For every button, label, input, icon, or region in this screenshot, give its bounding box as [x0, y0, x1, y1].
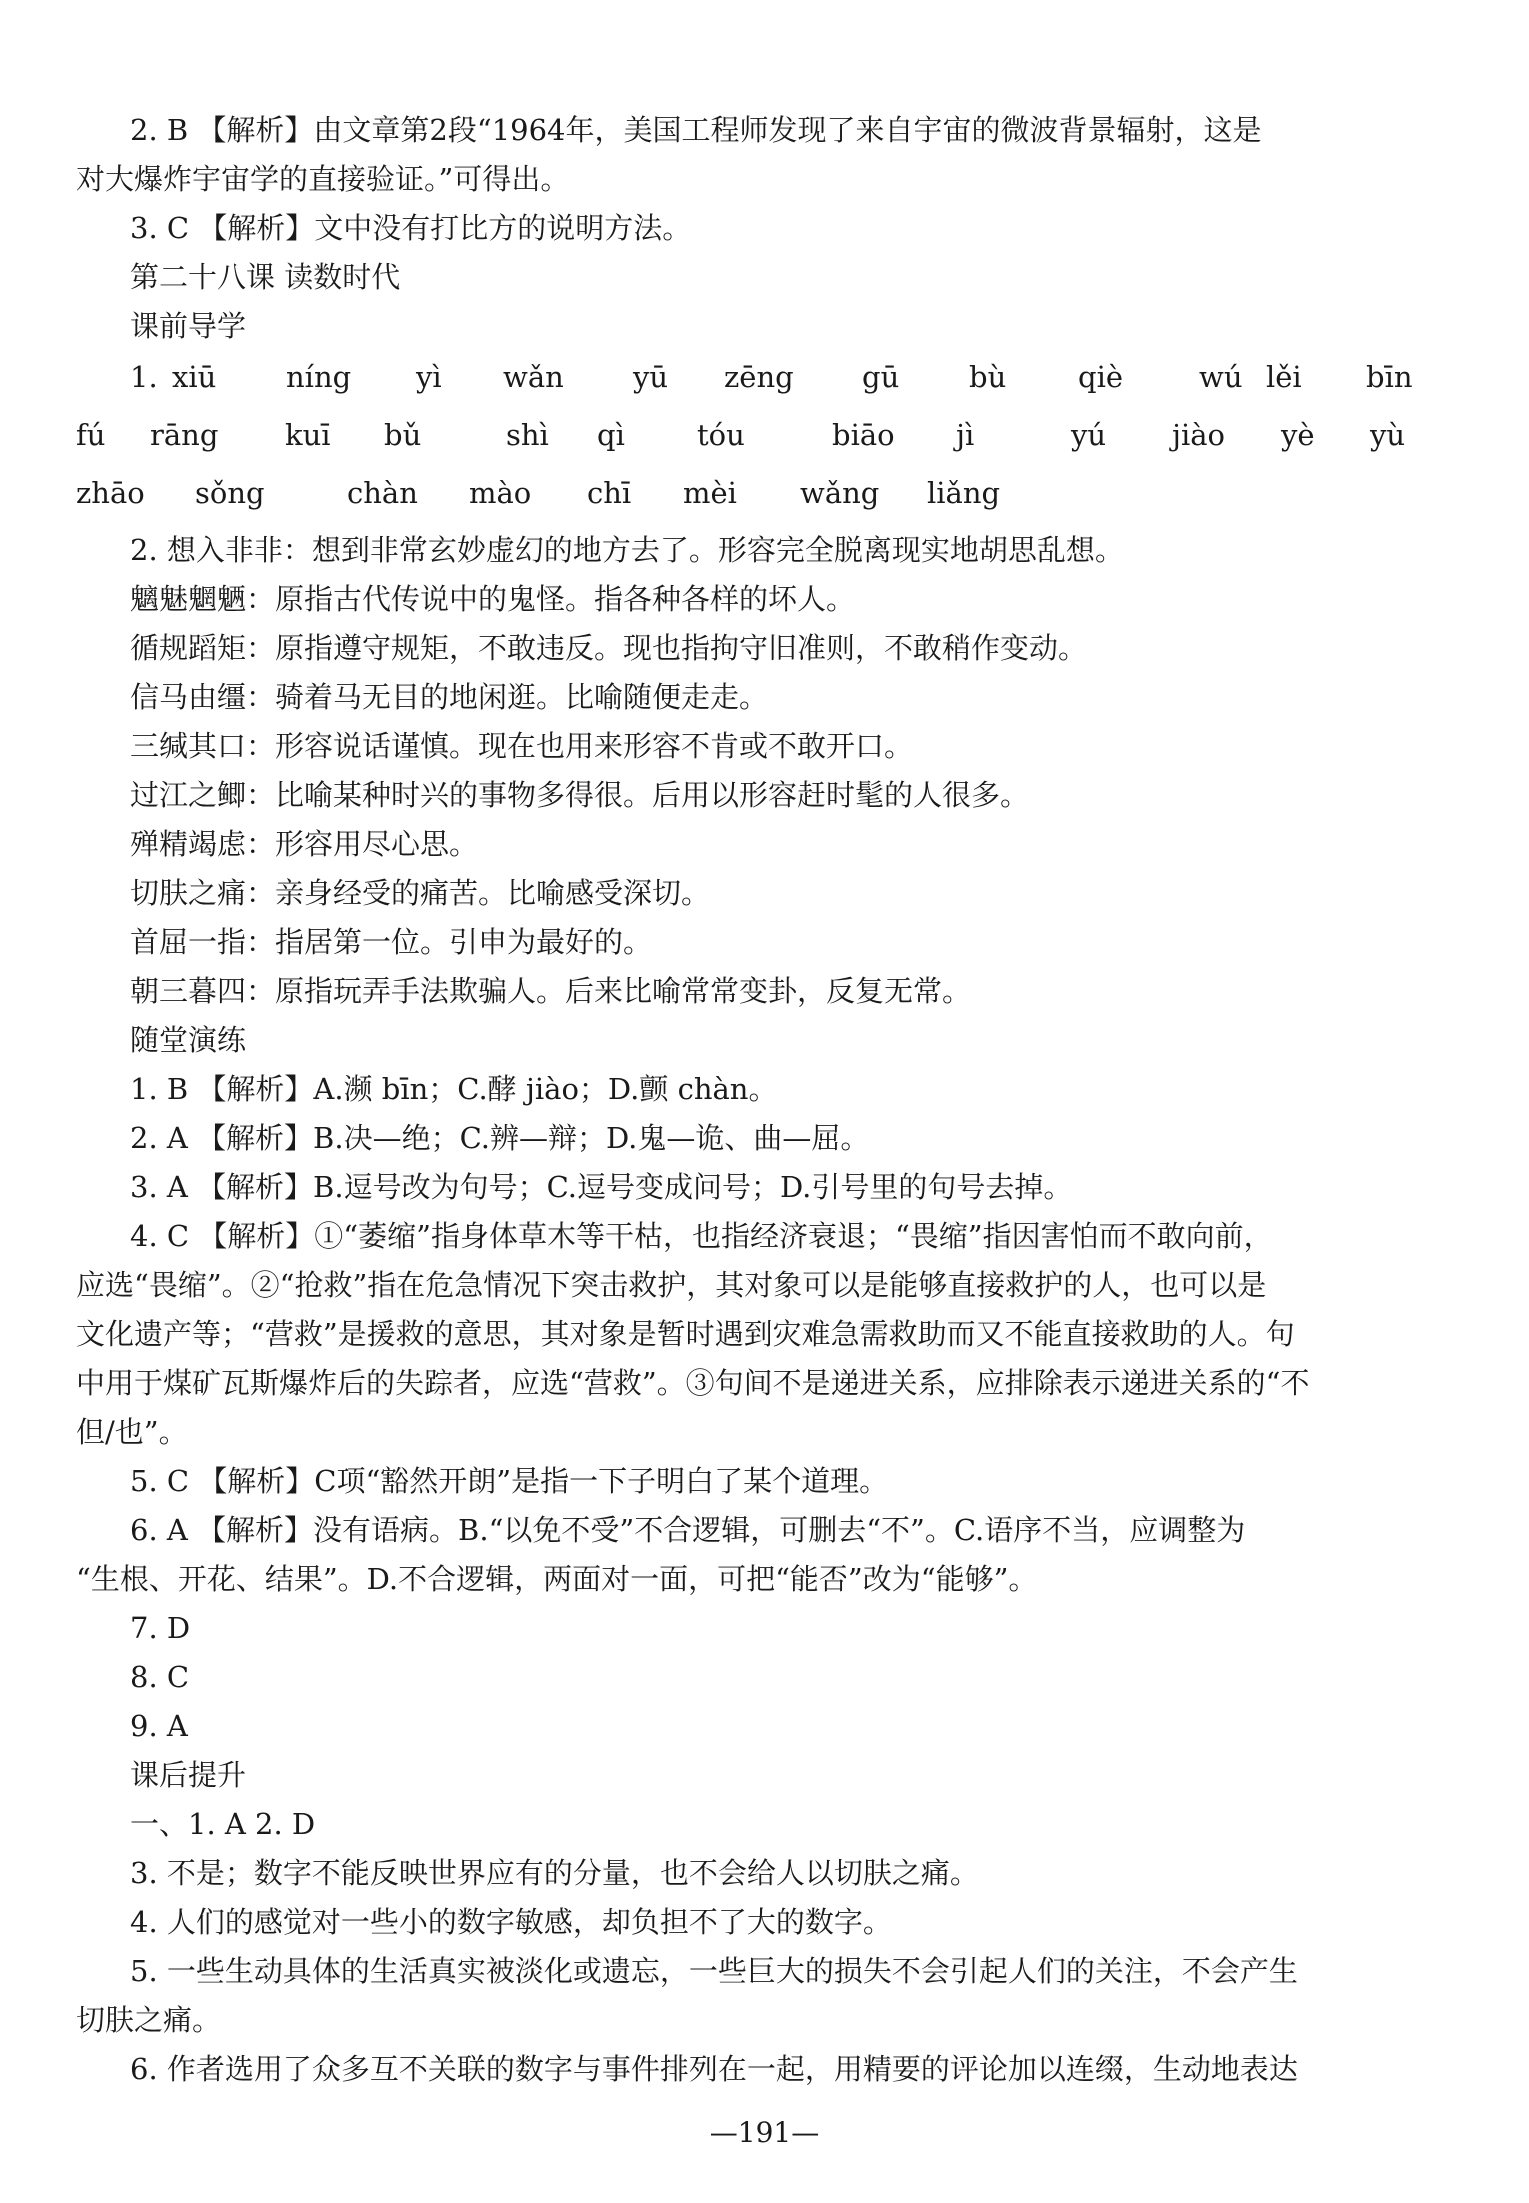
pinyin-item: yè — [1281, 418, 1315, 452]
answer-3: 3. C 【解析】文中没有打比方的说明方法。 — [130, 211, 692, 245]
practice-answer: 4. C 【解析】①“萎缩”指身体草木等干枯，也指经济衰退；“畏缩”指因害怕而不敢向前， — [130, 1219, 1273, 1253]
pinyin-item: lěi — [1266, 360, 1302, 394]
idiom-definition: 过江之鲫：比喻某种时兴的事物多得很。后用以形容赶时髦的人很多。 — [130, 778, 1030, 812]
pinyin-item: chàn — [347, 476, 418, 510]
pinyin-item: gū — [862, 360, 900, 394]
pinyin-item: bǔ — [384, 418, 422, 452]
pinyin-item: yù — [1370, 418, 1406, 452]
page-number: —191— — [709, 2116, 820, 2149]
practice-answer: 6. A 【解析】没有语病。B.“以免不受”不合逻辑，可删去“不”。C.语序不当，应调整为 — [130, 1513, 1246, 1547]
pinyin-item: shì — [506, 418, 549, 452]
idiom-definition: 切肤之痛：亲身经受的痛苦。比喻感受深切。 — [130, 876, 711, 910]
pinyin-item-number: 1. — [130, 360, 158, 394]
pinyin-item: wǎn — [503, 360, 564, 394]
practice-answer: 但/也”。 — [76, 1415, 188, 1449]
after-answer: 5. 一些生动具体的生活真实被淡化或遗忘，一些巨大的损失不会引起人们的关注，不会产生 — [130, 1954, 1298, 1988]
pinyin-item: biāo — [832, 418, 895, 452]
pinyin-item: chī — [587, 476, 632, 510]
pinyin-item: xiū — [172, 360, 217, 394]
pinyin-item: jiào — [1172, 418, 1226, 452]
idiom-definition: 魑魅魍魉：原指古代传说中的鬼怪。指各种各样的坏人。 — [130, 582, 856, 616]
practice-answer: 5. C 【解析】C项“豁然开朗”是指一下子明白了某个道理。 — [130, 1464, 889, 1498]
pinyin-item: yū — [633, 360, 669, 394]
pinyin-item: yú — [1071, 418, 1107, 452]
pinyin-item: jì — [956, 418, 975, 452]
practice-answer: 中用于煤矿瓦斯爆炸后的失踪者，应选“营救”。③句间不是递进关系，应排除表示递进关系的“不 — [76, 1366, 1310, 1400]
idiom-definition: 殚精竭虑：形容用尽心思。 — [130, 827, 479, 861]
section-preview-heading: 课前导学 — [130, 309, 247, 343]
idiom-definition: 信马由缰：骑着马无目的地闲逛。比喻随便走走。 — [130, 680, 769, 714]
practice-answer: 应选“畏缩”。②“抢救”指在危急情况下突击救护，其对象可以是能够直接救护的人，也可以是 — [76, 1268, 1267, 1302]
after-answer: 3. 不是；数字不能反映世界应有的分量，也不会给人以切肤之痛。 — [130, 1856, 979, 1890]
pinyin-item: qì — [597, 418, 625, 452]
pinyin-item: wǎng — [800, 476, 880, 510]
pinyin-item: zēng — [724, 360, 794, 394]
pinyin-item: wú — [1199, 360, 1243, 394]
pinyin-item: qiè — [1078, 360, 1124, 394]
lesson-title: 第二十八课 读数时代 — [130, 260, 401, 294]
section-after-heading: 课后提升 — [130, 1758, 247, 1792]
idiom-definition: 循规蹈矩：原指遵守规矩，不敢违反。现也指拘守旧准则，不敢稍作变动。 — [130, 631, 1088, 665]
idiom-definition: 朝三暮四：原指玩弄手法欺骗人。后来比喻常常变卦，反复无常。 — [130, 974, 972, 1008]
idiom-definition: 三缄其口：形容说话谨慎。现在也用来形容不肯或不敢开口。 — [130, 729, 914, 763]
after-answer: 6. 作者选用了众多互不关联的数字与事件排列在一起，用精要的评论加以连缀，生动地表达 — [130, 2052, 1298, 2086]
after-answer: 4. 人们的感觉对一些小的数字敏感，却负担不了大的数字。 — [130, 1905, 892, 1939]
practice-answer: 9. A — [130, 1709, 188, 1743]
practice-answer: 文化遗产等；“营救”是援救的意思，其对象是暂时遇到灾难急需救助而又不能直接救助的人。句 — [76, 1317, 1295, 1351]
practice-answer: 7. D — [130, 1611, 191, 1645]
answer-2-line2: 对大爆炸宇宙学的直接验证。”可得出。 — [76, 162, 570, 196]
pinyin-item: kuī — [285, 418, 331, 452]
pinyin-item: sǒng — [195, 476, 265, 510]
idiom-definition: 首屈一指：指居第一位。引申为最好的。 — [130, 925, 653, 959]
pinyin-item: bù — [969, 360, 1007, 394]
answer-2-line1: 2. B 【解析】由文章第2段“1964年，美国工程师发现了来自宇宙的微波背景辐射，这是 — [130, 113, 1262, 147]
practice-answer: 2. A 【解析】B.决—绝；C.辨—辩；D.鬼—诡、曲—屈。 — [130, 1121, 870, 1155]
idiom-definition: 2. 想入非非：想到非常玄妙虚幻的地方去了。形容完全脱离现实地胡思乱想。 — [130, 533, 1124, 567]
pinyin-item: rāng — [150, 418, 219, 452]
after-answer: 一、1. A 2. D — [130, 1807, 316, 1841]
practice-answer: 3. A 【解析】B.逗号改为句号；C.逗号变成问号；D.引号里的句号去掉。 — [130, 1170, 1073, 1204]
practice-answer: “生根、开花、结果”。D.不合逻辑，两面对一面，可把“能否”改为“能够”。 — [76, 1562, 1038, 1596]
pinyin-item: fú — [76, 418, 106, 452]
pinyin-item: zhāo — [76, 476, 145, 510]
pinyin-item: tóu — [697, 418, 745, 452]
pinyin-item: níng — [286, 360, 352, 394]
practice-answer: 8. C — [130, 1660, 190, 1694]
pinyin-item: yì — [416, 360, 442, 394]
pinyin-item: mèi — [683, 476, 737, 510]
pinyin-item: bīn — [1366, 360, 1413, 394]
pinyin-item: liǎng — [927, 476, 1001, 510]
pinyin-item: mào — [469, 476, 532, 510]
practice-answer: 1. B 【解析】A.濒 bīn；C.酵 jiào；D.颤 chàn。 — [130, 1072, 778, 1106]
section-practice-heading: 随堂演练 — [130, 1023, 247, 1057]
after-answer: 切肤之痛。 — [76, 2003, 222, 2037]
